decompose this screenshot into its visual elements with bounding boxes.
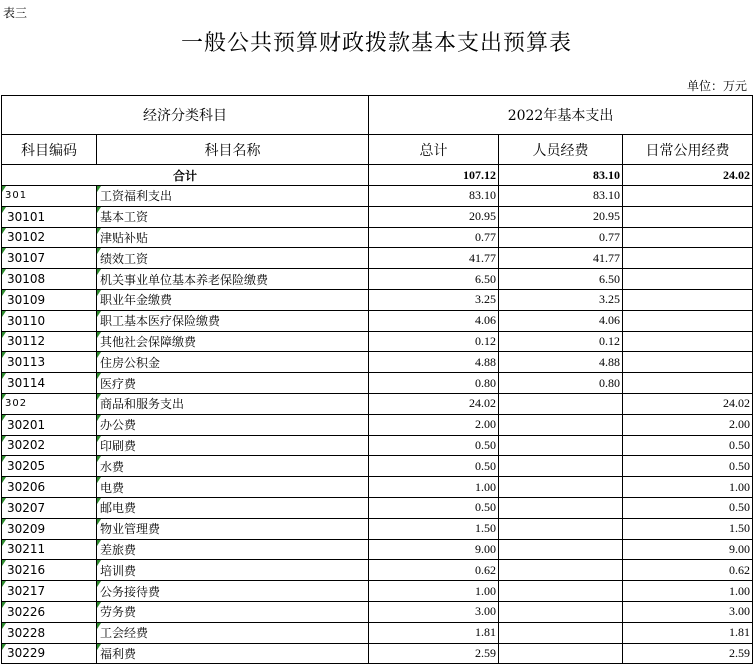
row-personnel [499,393,623,414]
row-name: 机关事业单位基本养老保险缴费 [97,269,369,290]
row-personnel: 41.77 [499,248,623,269]
row-total: 0.62 [369,560,499,581]
row-total: 0.80 [369,373,499,394]
row-total: 83.10 [369,186,499,207]
row-personnel: 0.80 [499,373,623,394]
row-personnel [499,539,623,560]
table-row [2,414,753,435]
row-personnel [499,622,623,643]
table-row [2,539,753,560]
table-row [2,435,753,456]
total-amount: 107.12 [369,165,499,186]
table-row [2,622,753,643]
row-public: 1.81 [623,622,753,643]
total-label: 合计 [2,165,369,186]
row-name: 水费 [97,456,369,477]
row-name: 工资福利支出 [97,186,369,207]
row-total: 2.00 [369,414,499,435]
row-code: 30107 [2,248,97,269]
row-name: 职业年金缴费 [97,289,369,310]
row-code: 30206 [2,477,97,498]
row-public: 2.59 [623,643,753,664]
row-name: 福利费 [97,643,369,664]
row-total: 1.00 [369,477,499,498]
row-total: 1.00 [369,581,499,602]
row-name: 公务接待费 [97,581,369,602]
row-code: 30102 [2,227,97,248]
row-public [623,269,753,290]
total-public: 24.02 [623,165,753,186]
row-total: 6.50 [369,269,499,290]
header-row-columns [2,135,753,165]
unit-label: 单位：万元 [686,79,747,93]
header-name: 科目名称 [97,135,369,165]
row-name: 工会经费 [97,622,369,643]
table-row [2,581,753,602]
row-code: 30229 [2,643,97,664]
row-total: 4.88 [369,352,499,373]
table-row [2,477,753,498]
row-personnel: 0.77 [499,227,623,248]
row-public [623,186,753,207]
table-row [2,310,753,331]
row-public: 0.50 [623,435,753,456]
row-personnel [499,560,623,581]
row-personnel [499,456,623,477]
row-code: 30109 [2,289,97,310]
row-total: 9.00 [369,539,499,560]
row-public [623,289,753,310]
row-total: 0.50 [369,435,499,456]
row-name: 办公费 [97,414,369,435]
row-personnel [499,601,623,622]
table-row [2,269,753,290]
row-code: 301 [2,186,97,207]
row-code: 30207 [2,497,97,518]
row-name: 邮电费 [97,497,369,518]
row-name: 差旅费 [97,539,369,560]
row-personnel: 4.88 [499,352,623,373]
row-personnel [499,497,623,518]
row-public: 0.62 [623,560,753,581]
table-tag: 表三 [3,6,28,20]
row-code: 30114 [2,373,97,394]
row-code: 30101 [2,206,97,227]
header-total: 总计 [369,135,499,165]
page-title: 一般公共预算财政拨款基本支出预算表 [180,31,572,56]
row-name: 劳务费 [97,601,369,622]
row-total: 3.25 [369,289,499,310]
row-code: 30205 [2,456,97,477]
row-public [623,331,753,352]
row-personnel [499,477,623,498]
row-personnel: 20.95 [499,206,623,227]
row-total: 24.02 [369,393,499,414]
row-personnel [499,518,623,539]
row-total: 2.59 [369,643,499,664]
row-personnel [499,414,623,435]
row-name: 医疗费 [97,373,369,394]
row-public: 1.50 [623,518,753,539]
row-code: 30209 [2,518,97,539]
table-row [2,289,753,310]
row-total: 0.50 [369,456,499,477]
row-public: 3.00 [623,601,753,622]
table-row [2,518,753,539]
row-name: 其他社会保障缴费 [97,331,369,352]
row-total: 41.77 [369,248,499,269]
row-personnel [499,581,623,602]
row-personnel [499,643,623,664]
row-code: 30202 [2,435,97,456]
row-personnel: 83.10 [499,186,623,207]
table-row [2,497,753,518]
row-code: 30228 [2,622,97,643]
row-public [623,227,753,248]
row-code: 30211 [2,539,97,560]
row-personnel: 3.25 [499,289,623,310]
row-name: 培训费 [97,560,369,581]
row-total: 0.12 [369,331,499,352]
row-total: 0.50 [369,497,499,518]
row-name: 电费 [97,477,369,498]
header-public: 日常公用经费 [623,135,753,165]
table-row [2,560,753,581]
row-name: 印刷费 [97,435,369,456]
table-row [2,227,753,248]
row-total: 1.50 [369,518,499,539]
row-personnel: 4.06 [499,310,623,331]
row-public [623,310,753,331]
row-name: 物业管理费 [97,518,369,539]
row-code: 30217 [2,581,97,602]
row-total: 0.77 [369,227,499,248]
row-public: 0.50 [623,497,753,518]
header-personnel: 人员经费 [499,135,623,165]
table-row [2,373,753,394]
row-public: 24.02 [623,393,753,414]
row-personnel: 0.12 [499,331,623,352]
table-row [2,186,753,207]
row-code: 30216 [2,560,97,581]
total-row [2,165,753,186]
header-economic-classification: 经济分类科目 [2,96,369,135]
row-name: 绩效工资 [97,248,369,269]
row-code: 30226 [2,601,97,622]
row-personnel [499,435,623,456]
table-row [2,331,753,352]
row-code: 302 [2,393,97,414]
row-name: 住房公积金 [97,352,369,373]
table-row [2,206,753,227]
row-public [623,206,753,227]
row-name: 基本工资 [97,206,369,227]
table-row [2,393,753,414]
row-code: 30113 [2,352,97,373]
row-public: 9.00 [623,539,753,560]
budget-table [1,95,753,664]
row-public: 2.00 [623,414,753,435]
header-code: 科目编码 [2,135,97,165]
row-public [623,248,753,269]
row-personnel: 6.50 [499,269,623,290]
row-public: 0.50 [623,456,753,477]
row-public: 1.00 [623,477,753,498]
table-row [2,601,753,622]
row-total: 1.81 [369,622,499,643]
row-public [623,352,753,373]
header-row-group [2,96,753,135]
row-name: 商品和服务支出 [97,393,369,414]
header-basic-expenditure: 2022年基本支出 [369,96,753,135]
row-public [623,373,753,394]
table-row [2,352,753,373]
table-row [2,643,753,664]
table-row [2,456,753,477]
row-code: 30110 [2,310,97,331]
row-name: 津贴补贴 [97,227,369,248]
row-name: 职工基本医疗保险缴费 [97,310,369,331]
row-code: 30112 [2,331,97,352]
row-code: 30201 [2,414,97,435]
total-personnel: 83.10 [499,165,623,186]
row-public: 1.00 [623,581,753,602]
row-total: 3.00 [369,601,499,622]
row-code: 30108 [2,269,97,290]
row-total: 4.06 [369,310,499,331]
row-total: 20.95 [369,206,499,227]
table-row [2,248,753,269]
